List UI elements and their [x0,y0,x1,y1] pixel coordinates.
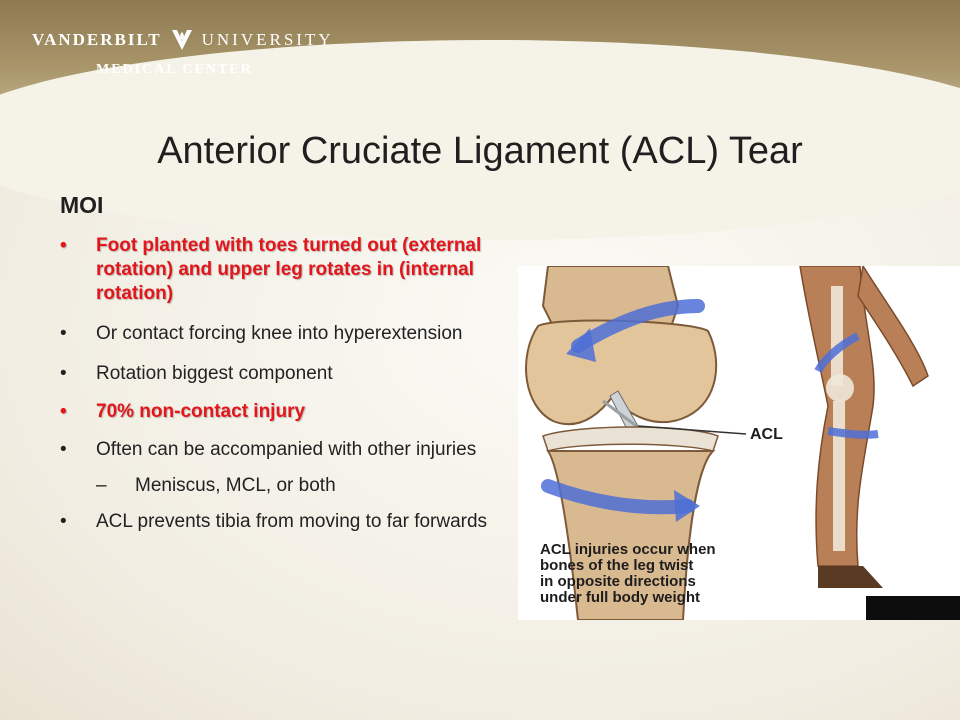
bullet-list [60,234,520,534]
bullet-marker: • [60,511,67,532]
bullet-text: Foot planted with toes turned out (external rotation) and upper leg rotates in (internal rotation) [96,235,482,304]
logo-sub: MEDICAL CENTER [96,62,253,77]
bullet-item [60,322,520,346]
caption-line: under full body weight [540,589,700,606]
bullet-text: Often can be accompanied with other injuries [96,439,477,460]
v-oak-leaf-icon [170,28,194,52]
bullet-marker: • [60,401,67,422]
caption-line: bones of the leg twist [540,557,694,574]
caption-line: in opposite directions [540,573,696,590]
bullet-text: Or contact forcing knee into hyperextension [96,323,463,344]
bullet-text: 70% non-contact injury [96,401,306,422]
bullet-marker: • [60,363,67,384]
redaction-box [866,596,960,620]
bullet-marker: • [60,323,67,344]
acl-label: ACL [750,426,783,443]
bullet-text: Rotation biggest component [96,363,333,384]
acl-illustration [518,266,960,620]
figure-caption [540,542,716,606]
sub-bullet-item [60,474,520,498]
bullet-item [60,438,520,462]
slide-subtitle: MOI [60,192,104,218]
bullet-text: Meniscus, MCL, or both [135,475,336,496]
bullet-item [60,400,520,424]
bullet-item [60,510,520,534]
logo-name-right: UNIVERSITY [201,30,334,49]
bullet-marker: • [60,439,67,460]
caption-line: ACL injuries occur when [540,541,716,558]
vanderbilt-logo [32,28,334,78]
logo-name-left: VANDERBILT [32,30,162,49]
slide-title: Anterior Cruciate Ligament (ACL) Tear [157,130,803,172]
bullet-marker: • [60,235,67,256]
bullet-marker: – [96,475,107,496]
bullet-item [60,234,520,306]
bullet-text: ACL prevents tibia from moving to far forwards [96,511,488,532]
bullet-item [60,362,520,386]
